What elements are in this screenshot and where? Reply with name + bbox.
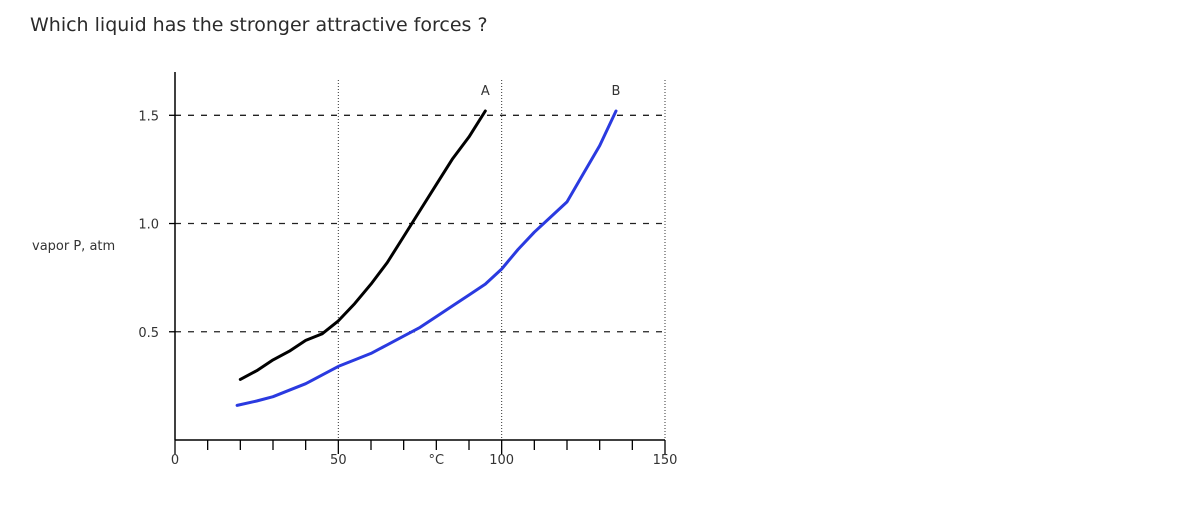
series-label-A: A (480, 83, 490, 99)
series-layer (237, 111, 616, 405)
y-tick-label-0: 0.5 (138, 325, 159, 341)
x-axis-label: °C (428, 453, 445, 468)
series-label-B: B (611, 83, 621, 99)
question-text: Which liquid has the stronger attractive forces ? (30, 14, 488, 36)
series-line-A (240, 111, 485, 379)
grid-layer (175, 80, 665, 440)
x-tick-label-0: 0 (170, 453, 180, 468)
x-tick-label-3: 150 (652, 453, 678, 468)
y-tick-label-2: 1.5 (138, 109, 159, 125)
series-line-B (237, 111, 616, 405)
axes-layer (169, 72, 665, 454)
x-tick-label-1: 50 (330, 453, 347, 468)
x-tick-label-2: 100 (489, 453, 515, 468)
y-axis-label: vapor P, atm (32, 239, 116, 255)
y-tick-label-1: 1.0 (138, 217, 159, 233)
label-layer (32, 84, 677, 468)
